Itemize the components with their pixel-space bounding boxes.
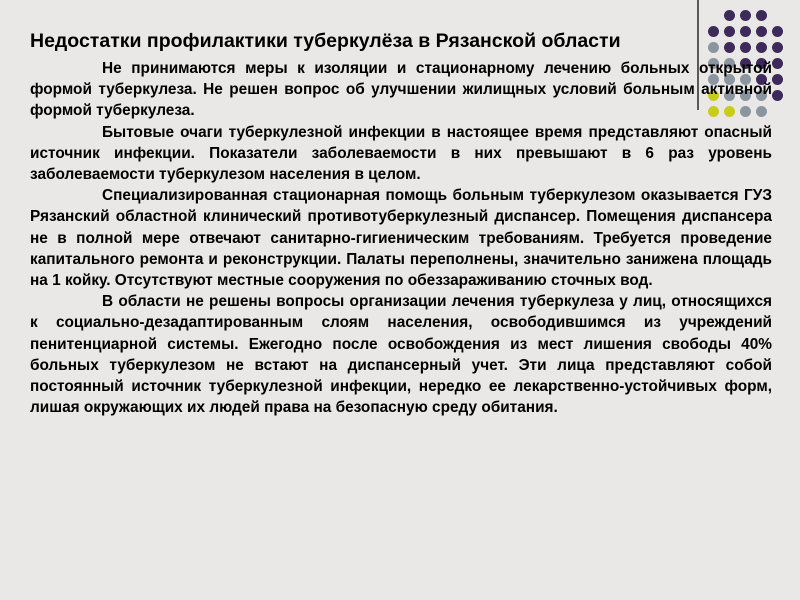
decorative-dot: [724, 42, 735, 53]
decorative-dot: [708, 26, 719, 37]
decorative-dot: [740, 10, 751, 21]
decorative-dot: [740, 26, 751, 37]
decorative-dot: [772, 26, 783, 37]
slide-body: [30, 58, 772, 418]
decorative-dot: [772, 42, 783, 53]
decorative-dot: [772, 74, 783, 85]
paragraph-household-foci: Бытовые очаги туберкулезной инфекции в настоящее время представляют опасный источник инфекции. Показатели заболеваемости в них превышают в 6 раз уровень заболеваемости туберкулезом населения в целом.: [30, 123, 772, 184]
decorative-dot: [772, 58, 783, 69]
decorative-dot: [724, 26, 735, 37]
paragraph-inpatient-care: Специализированная стационарная помощь больным туберкулезом оказывается ГУЗ Рязанский областной клинический противотуберкулезный диспансер. Помещения диспансера не в полной мере отвечают санитарно-гигиеническим требованиям. Требуется проведение капитального ремонта и реконструкции. Палаты переполнены, значительно занижена площадь на 1 койку. Отсутствуют местные сооружения по обеззараживанию сточных вод.: [30, 187, 772, 290]
slide-title: Недостатки профилактики туберкулёза в Рязанской области: [30, 30, 621, 52]
decorative-dot: [708, 42, 719, 53]
decorative-dot: [756, 10, 767, 21]
decorative-dot: [724, 10, 735, 21]
decorative-dot: [740, 42, 751, 53]
paragraph-released-prisoners: В области не решены вопросы организации лечения туберкулеза у лиц, относящихся к социально-дезадаптированным слоям населения, освободившимся из учреждений пенитенциарной системы. Ежегодно после освобождения из мест лишения свободы 40% больных туберкулезом не встают на диспансерный учет. Эти лица представляют собой постоянный источник туберкулезной инфекции, нередко ее лекарственно-устойчивых форм, лишая окружающих их людей права на безопасную среду обитания.: [30, 293, 772, 417]
decorative-dot: [772, 90, 783, 101]
paragraph-isolation: Не принимаются меры к изоляции и стационарному лечению больных открытой формой туберкулеза. Не решен вопрос об улучшении жилищных условий больным активной формой туберкулеза.: [30, 60, 772, 120]
decorative-dot: [756, 42, 767, 53]
decorative-dot: [756, 26, 767, 37]
